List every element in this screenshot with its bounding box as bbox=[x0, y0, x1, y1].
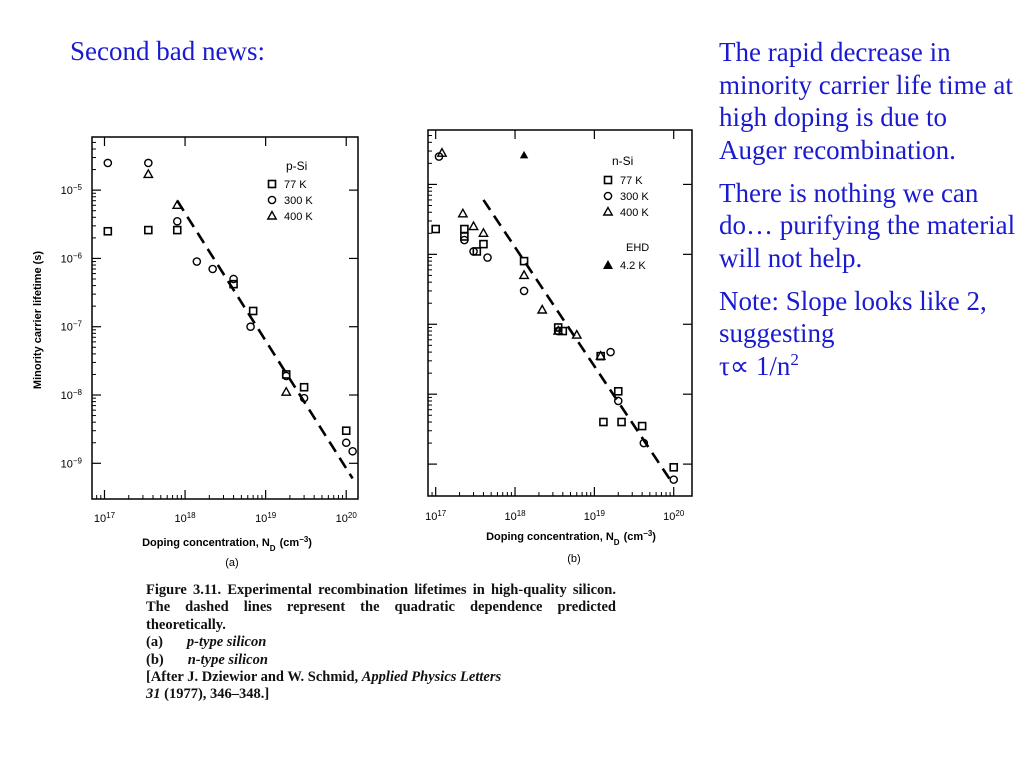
data-point-square bbox=[461, 226, 468, 233]
data-point-circle bbox=[520, 287, 527, 294]
data-point-triangle bbox=[144, 170, 152, 178]
legend-marker-triangle bbox=[604, 208, 612, 216]
x-tick-label: $10^{17}$ bbox=[425, 508, 447, 523]
x-tick-label: $10^{20}$ bbox=[335, 510, 357, 525]
data-point-circle bbox=[193, 258, 200, 265]
panel-a-title: p-Si bbox=[286, 159, 308, 173]
legend-label: 77 K bbox=[620, 175, 643, 187]
legend-marker-filled-triangle bbox=[603, 260, 613, 269]
panel-b-legend-ehd-entry bbox=[603, 260, 646, 272]
data-point-square bbox=[615, 388, 622, 395]
panel-a-label: (a) bbox=[225, 557, 239, 569]
y-axis-label: Minority carrier lifetime (s) bbox=[32, 250, 44, 390]
caption-source-pages: (1977), 346–348.] bbox=[160, 686, 270, 703]
x-tick-label: $10^{19}$ bbox=[255, 510, 277, 525]
data-point-circle bbox=[343, 439, 350, 446]
legend-label: 400 K bbox=[620, 207, 649, 219]
legend-label: 300 K bbox=[284, 195, 313, 207]
note-nothing: There is nothing we can do… purifying the material will not help. bbox=[719, 177, 1016, 273]
data-point-square bbox=[670, 464, 677, 471]
legend-marker-circle bbox=[268, 196, 275, 203]
chart-panel-b bbox=[425, 130, 692, 565]
data-point-square bbox=[174, 227, 181, 234]
caption-source-journal: Applied Physics Letters bbox=[361, 668, 502, 685]
y-tick-label: $10^{-8}$ bbox=[60, 387, 82, 403]
caption-source bbox=[146, 669, 616, 704]
caption-a-tag: (a) bbox=[146, 634, 163, 651]
y-tick-label: $10^{-9}$ bbox=[60, 455, 82, 471]
panel-a-trend-line bbox=[177, 201, 352, 479]
data-point-square bbox=[639, 423, 646, 430]
data-point-triangle bbox=[282, 388, 290, 396]
figure-caption bbox=[146, 582, 616, 704]
x-tick-label: $10^{18}$ bbox=[504, 508, 526, 523]
caption-b-tag: (b) bbox=[146, 651, 164, 668]
data-point-square bbox=[250, 307, 257, 314]
data-point-square bbox=[432, 226, 439, 233]
slide-title: Second bad news: bbox=[70, 36, 265, 66]
panel-b-legend-ehd: EHD bbox=[626, 242, 650, 254]
legend-label: 300 K bbox=[620, 191, 649, 203]
caption-source-volume: 31 bbox=[146, 686, 161, 703]
caption-b bbox=[146, 652, 616, 669]
data-point-circle bbox=[145, 159, 152, 166]
data-point-square bbox=[618, 419, 625, 426]
chart-panel-a bbox=[61, 137, 358, 569]
legend-marker-square bbox=[605, 177, 612, 184]
data-point-triangle bbox=[479, 229, 487, 237]
data-point-square bbox=[104, 228, 111, 235]
data-point-square bbox=[343, 427, 350, 434]
legend-marker-circle bbox=[604, 192, 611, 199]
note-auger: The rapid decrease in minority carrier life time at high doping is due to Auger recombination. bbox=[719, 37, 1013, 165]
panel-a-xlabel: Doping concentration, $N_D$ $(cm^{-3})$ bbox=[142, 534, 312, 553]
x-tick-label: $10^{18}$ bbox=[174, 510, 196, 525]
data-point-circle bbox=[615, 397, 622, 404]
data-point-circle bbox=[484, 254, 491, 261]
y-tick-label: $10^{-6}$ bbox=[60, 250, 82, 266]
data-point-square bbox=[145, 227, 152, 234]
x-tick-label: $10^{19}$ bbox=[583, 508, 605, 523]
legend-label: 400 K bbox=[284, 211, 313, 223]
data-point-triangle bbox=[538, 305, 546, 313]
data-point-circle bbox=[174, 218, 181, 225]
panel-b-xlabel: Doping concentration, $N_D$ $(cm^{-3})$ bbox=[486, 528, 656, 547]
caption-main: Figure 3.11. Experimental recombination lifetimes in high-quality silicon. The dashed lines represent the quadratic dependence predicted theoretically. bbox=[146, 582, 616, 633]
caption-b-text: n-type silicon bbox=[187, 651, 268, 668]
data-point-triangle bbox=[459, 209, 467, 217]
legend-marker-triangle bbox=[268, 212, 276, 220]
data-point-circle bbox=[104, 159, 111, 166]
data-point-triangle bbox=[469, 222, 477, 230]
data-point-circle bbox=[247, 323, 254, 330]
data-point-square bbox=[600, 419, 607, 426]
data-point-circle bbox=[670, 476, 677, 483]
legend-marker-square bbox=[269, 181, 276, 188]
note-slope-formula: τ∝ 1/n bbox=[719, 350, 791, 381]
x-tick-label: $10^{20}$ bbox=[663, 508, 685, 523]
note-slope-exponent: 2 bbox=[790, 349, 799, 369]
x-tick-label: $10^{17}$ bbox=[93, 510, 116, 525]
legend-label: 77 K bbox=[284, 179, 307, 191]
legend-label-4k: 4.2 K bbox=[620, 260, 646, 272]
caption-source-prefix: [After J. Dziewior and W. Schmid, bbox=[146, 668, 362, 685]
data-point-square bbox=[480, 241, 487, 248]
data-point-circle bbox=[349, 448, 356, 455]
panel-a-frame bbox=[92, 137, 358, 499]
data-point-circle bbox=[209, 265, 216, 272]
data-point-circle bbox=[607, 348, 614, 355]
panel-b-label: (b) bbox=[567, 553, 581, 565]
data-point-circle bbox=[230, 275, 237, 282]
data-point-square bbox=[301, 384, 308, 391]
note-slope-text: Note: Slope looks like 2, suggesting bbox=[719, 285, 987, 349]
y-tick-label: $10^{-5}$ bbox=[60, 182, 82, 198]
data-point-filled-triangle bbox=[520, 151, 528, 159]
caption-a bbox=[146, 634, 616, 651]
caption-a-text: p-type silicon bbox=[186, 634, 267, 651]
data-point-triangle bbox=[520, 271, 528, 279]
y-tick-label: $10^{-7}$ bbox=[60, 319, 82, 334]
panel-b-title: n-Si bbox=[612, 154, 634, 168]
